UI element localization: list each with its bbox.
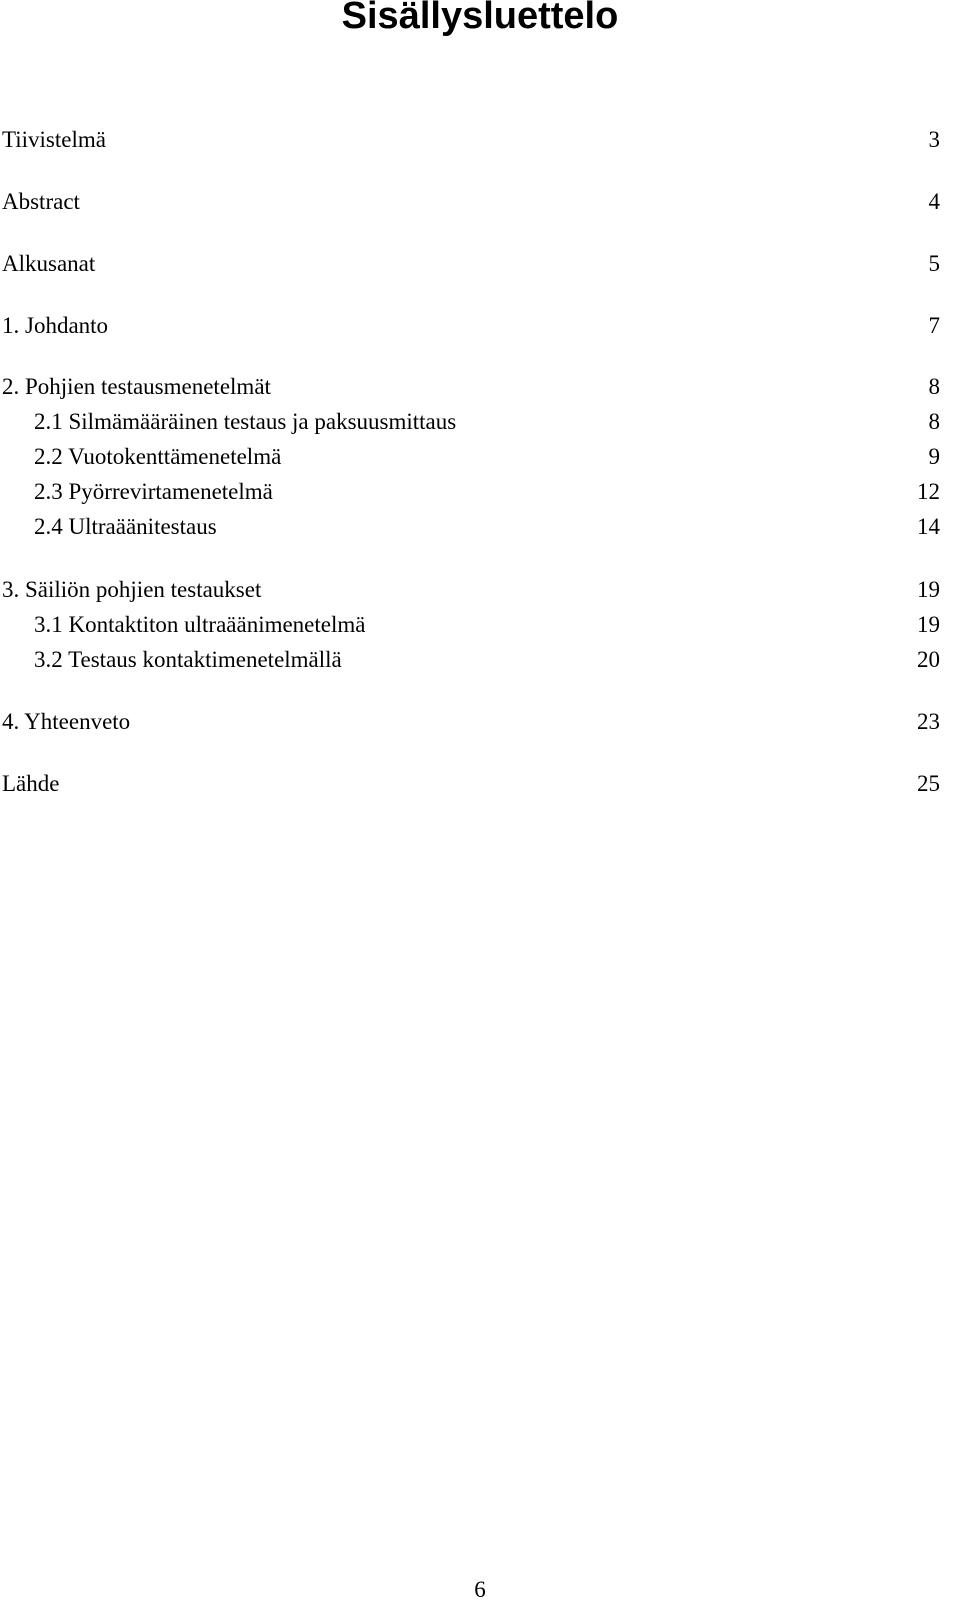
toc-entry-chapter-1[interactable] <box>2 312 940 340</box>
toc-entry-section-3-2[interactable] <box>34 646 940 674</box>
toc-entry-label: 2.1 Silmämääräinen testaus ja paksuusmittaus <box>34 409 457 434</box>
toc-entry-section-2-3[interactable] <box>34 478 940 506</box>
toc-entry-lahde[interactable] <box>2 770 940 798</box>
toc-entry-section-2-2[interactable] <box>34 443 940 471</box>
toc-entry-section-3-1[interactable] <box>34 611 940 639</box>
toc-entry-page: 4 <box>928 189 940 214</box>
toc-entry-label: 3.2 Testaus kontaktimenetelmällä <box>34 647 342 672</box>
toc-entry-label: Alkusanat <box>2 251 96 276</box>
toc-entry-label: 2.3 Pyörrevirtamenetelmä <box>34 479 273 504</box>
page-title: Sisällysluettelo <box>341 0 619 37</box>
toc-entry-label: 1. Johdanto <box>2 313 109 338</box>
toc-entry-abstract[interactable] <box>2 188 940 216</box>
toc-entry-page: 5 <box>928 251 940 276</box>
toc-entry-section-2-1[interactable] <box>34 408 940 436</box>
toc-entry-alkusanat[interactable] <box>2 250 940 278</box>
toc-entry-page: 9 <box>928 444 940 469</box>
page-number: 6 <box>474 1577 486 1602</box>
toc-entry-page: 14 <box>917 514 940 539</box>
toc-entry-chapter-3[interactable] <box>2 576 940 604</box>
toc-entry-page: 23 <box>917 709 940 734</box>
toc-entry-tiivistelma[interactable] <box>2 126 940 154</box>
toc-entry-label: Abstract <box>2 189 80 214</box>
toc-entry-page: 8 <box>928 374 940 399</box>
toc-entry-label: 3.1 Kontaktiton ultraäänimenetelmä <box>34 612 366 637</box>
toc-entry-page: 8 <box>928 409 940 434</box>
toc-entry-label: 2. Pohjien testausmenetelmät <box>2 374 271 399</box>
toc-entry-chapter-2[interactable] <box>2 373 940 401</box>
toc-entry-page: 20 <box>917 647 940 672</box>
toc-entry-page: 3 <box>928 127 940 152</box>
toc-entry-page: 25 <box>917 771 940 796</box>
toc-entry-page: 12 <box>917 479 940 504</box>
toc-entry-page: 19 <box>917 612 940 637</box>
toc-entry-chapter-4[interactable] <box>2 708 940 736</box>
toc-entry-label: 4. Yhteenveto <box>2 709 131 734</box>
toc-entry-page: 19 <box>917 577 940 602</box>
toc-entry-label: 2.4 Ultraäänitestaus <box>34 514 217 539</box>
toc-entry-label: Lähde <box>2 771 60 796</box>
toc-entry-section-2-4[interactable] <box>34 513 940 541</box>
toc-entry-label: 2.2 Vuotokenttämenetelmä <box>34 444 282 469</box>
toc-entry-page: 7 <box>928 313 940 338</box>
toc-entry-label: 3. Säiliön pohjien testaukset <box>2 577 262 602</box>
toc-entry-label: Tiivistelmä <box>2 127 106 152</box>
